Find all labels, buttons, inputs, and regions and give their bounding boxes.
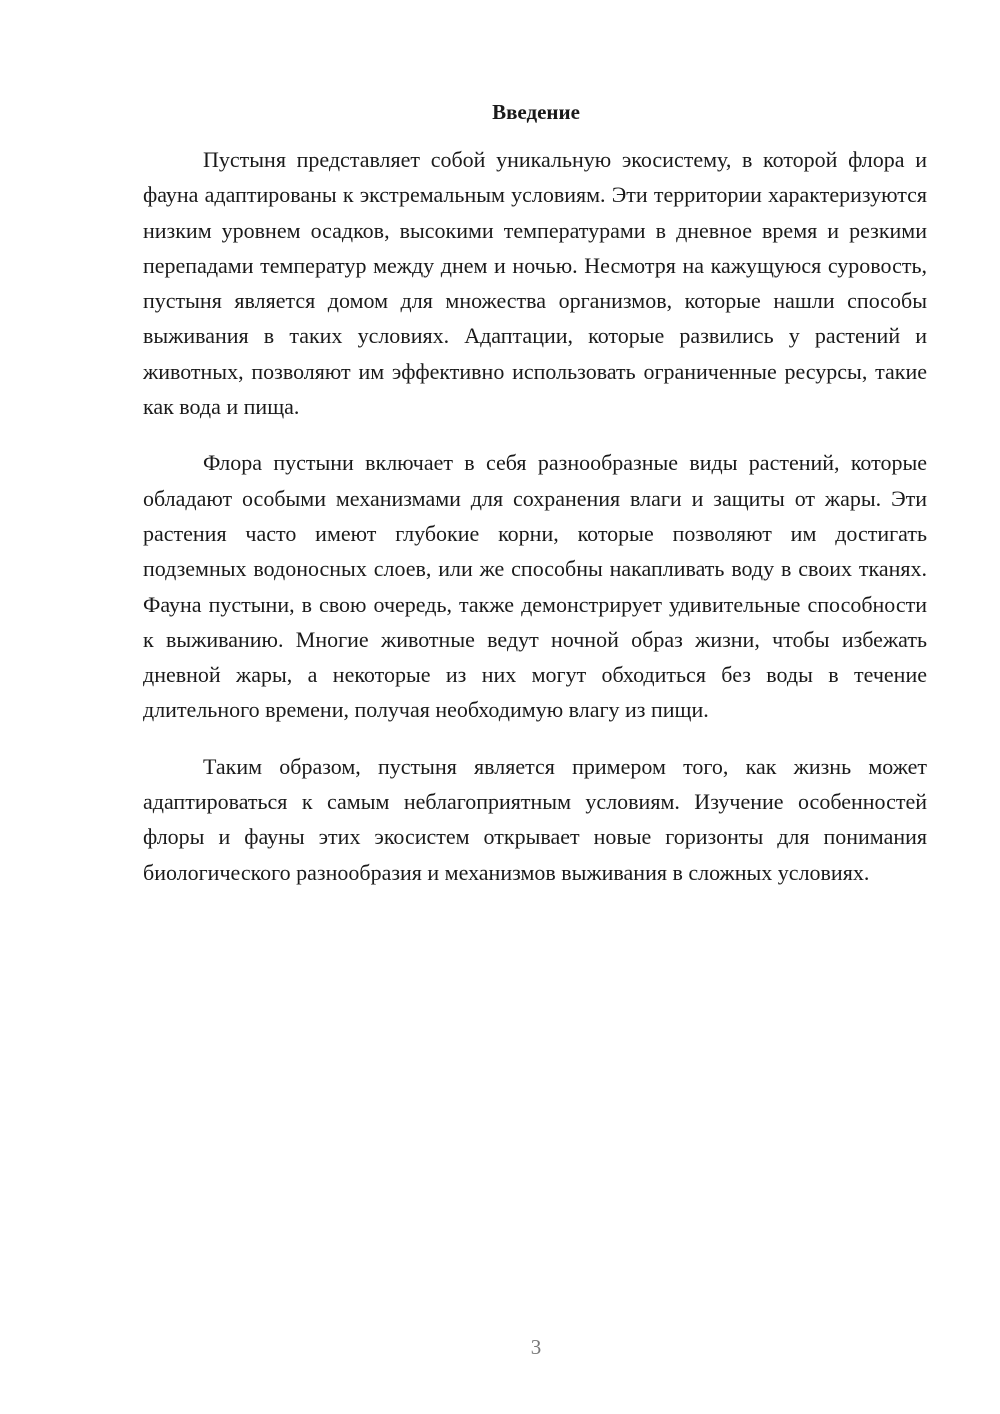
paragraph-3: Таким образом, пустыня является примером того, как жизнь может адаптироваться к самым неблагоприятным условиям. Изучение особенностей флоры и фауны этих экосистем открывает новые горизонты для понимания биологического разнообразия и механизмов выживания в сложных условиях.	[143, 753, 927, 885]
body-text	[143, 142, 927, 911]
section-heading: Введение	[492, 100, 580, 124]
paragraph-2: Флора пустыни включает в себя разнообразные виды растений, которые обладают особыми механизмами для сохранения влаги и защиты от жары. Эти растения часто имеют глубокие корни, которые позволяют им достигать подземных водоносных слоев, или же способны накапливать воду в своих тканях. Фауна пустыни, в свою очередь, также демонстрирует удивительные способности к выживанию. Многие животные ведут ночной образ жизни, чтобы избежать дневной жары, а некоторые из них могут обходиться без воды в течение длительного времени, получая необходимую влагу из пищи.	[143, 450, 927, 723]
page-number: 3	[530, 1335, 542, 1359]
paragraph-1: Пустыня представляет собой уникальную экосистему, в которой флора и фауна адаптированы к экстремальным условиям. Эти территории характеризуются низким уровнем осадков, высокими температурами в дневное время и резкими перепадами температур между днем и ночью. Несмотря на кажущуюся суровость, пустыня является домом для множества организмов, которые нашли способы выживания в таких условиях. Адаптации, которые развились у растений и животных, позволяют им эффективно использовать ограниченные ресурсы, такие как вода и пища.	[143, 147, 927, 420]
